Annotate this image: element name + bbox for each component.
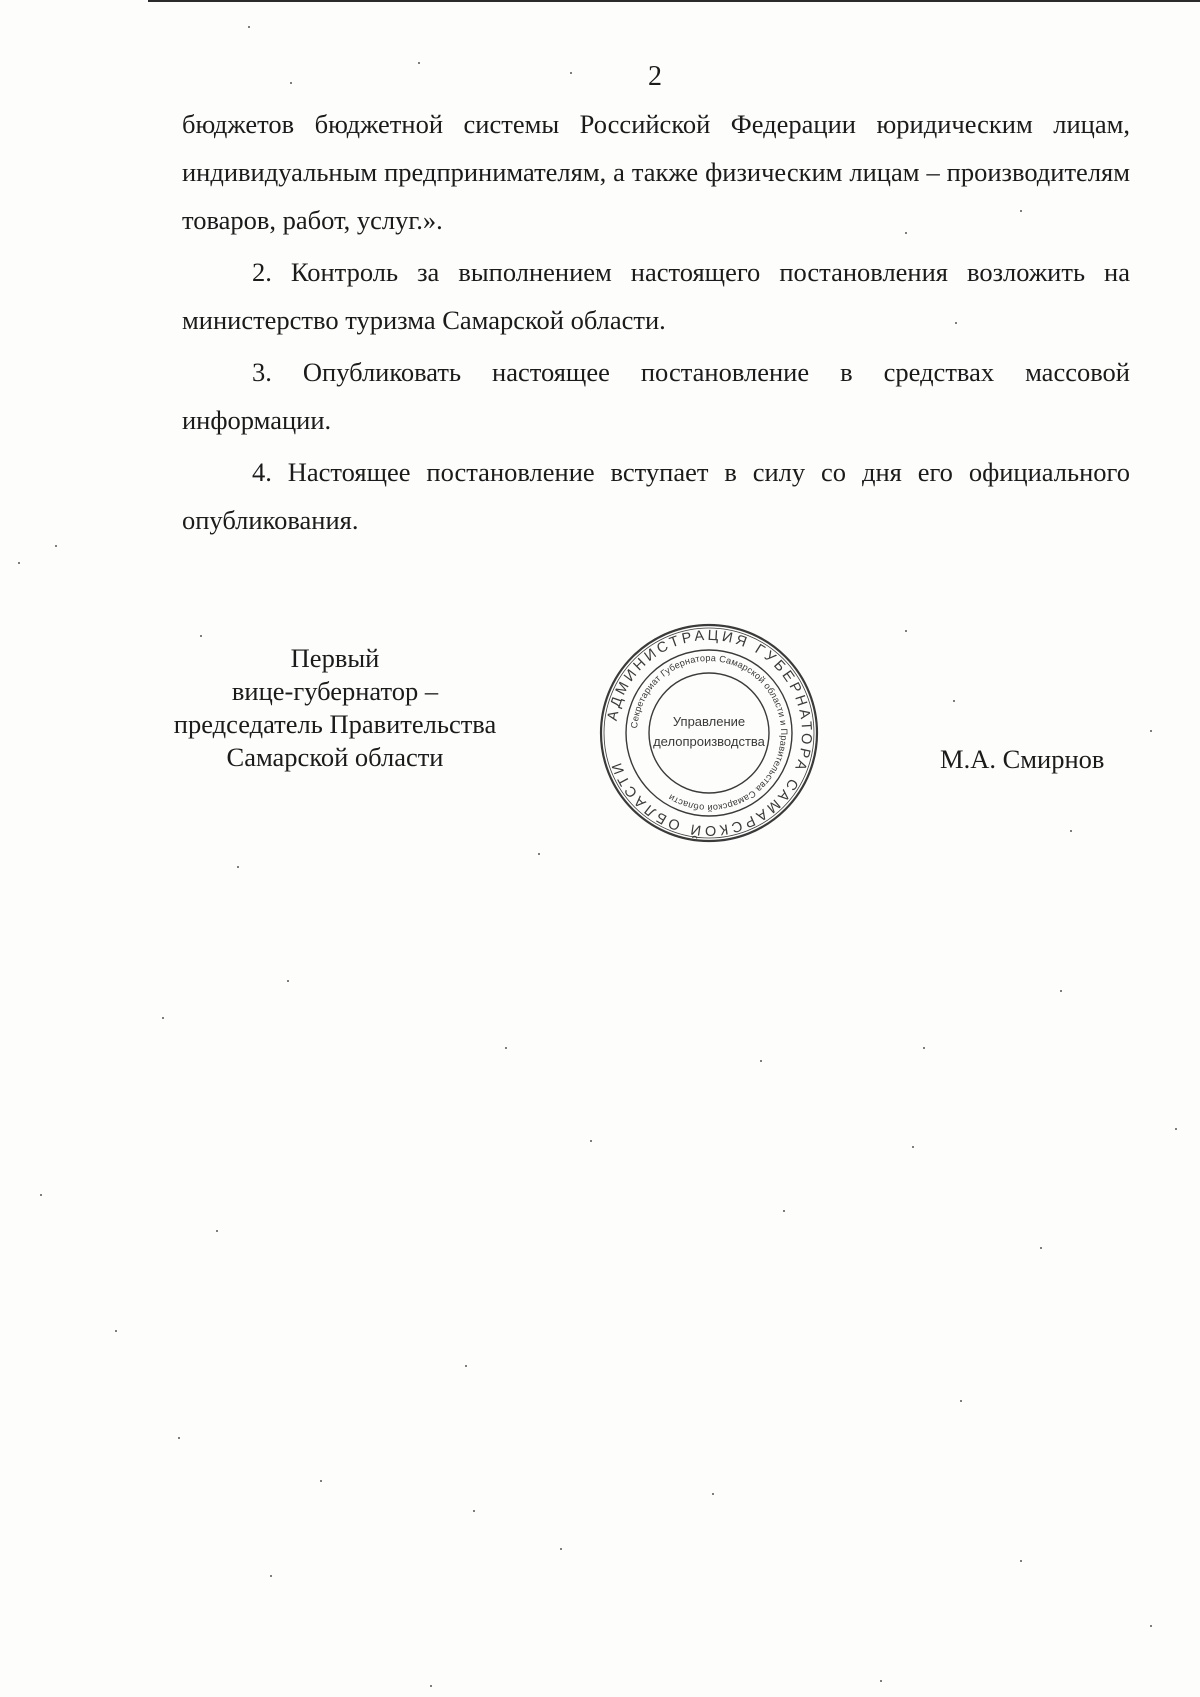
scan-speck: [287, 980, 289, 982]
signatory-name: М.А. Смирнов: [940, 744, 1105, 774]
signatory-position: [140, 642, 530, 774]
scan-speck: [18, 562, 20, 564]
scan-speck: [560, 1548, 562, 1550]
page-number: 2: [648, 61, 662, 92]
seal-middle-text: Секретариат Губернатора Самарской области и Правительства Самарской области: [629, 652, 790, 814]
scan-speck: [538, 853, 540, 855]
seal-center-line-1: Управление: [672, 714, 746, 729]
scan-speck: [248, 26, 250, 28]
scan-speck: [912, 1146, 914, 1148]
scan-speck: [40, 1194, 42, 1196]
scan-speck: [953, 700, 955, 702]
scan-speck: [270, 1575, 272, 1577]
official-seal-stamp: [598, 622, 820, 844]
scan-speck: [1150, 1625, 1152, 1627]
scan-speck: [465, 1365, 467, 1367]
top-border-line: [148, 0, 1200, 2]
scan-speck: [1040, 1247, 1042, 1249]
scan-speck: [905, 232, 907, 234]
scan-speck: [200, 635, 202, 637]
scan-speck: [473, 1510, 475, 1512]
scan-speck: [783, 1210, 785, 1212]
scan-speck: [905, 630, 907, 632]
scan-speck: [1020, 1560, 1022, 1562]
scan-speck: [418, 62, 420, 64]
paragraph-item-3: 3. Опубликовать настоящее постановление в средствах массовой информации.: [182, 357, 1130, 435]
scan-speck: [570, 72, 572, 74]
seal-outer-text: АДМИНИСТРАЦИЯ ГУБЕРНАТОРА САМАРСКОЙ ОБЛАСТИ: [604, 627, 815, 839]
seal-inner-ring: [649, 673, 769, 793]
paragraph-item-2: 2. Контроль за выполнением настоящего постановления возложить на министерство туризма Самарской области.: [182, 257, 1130, 335]
scan-speck: [216, 1230, 218, 1232]
scan-speck: [1150, 730, 1152, 732]
position-line-2: вице-губернатор –: [231, 676, 439, 706]
scan-speck: [1060, 990, 1062, 992]
document-body: [182, 100, 1130, 544]
scan-speck: [320, 1480, 322, 1482]
scan-speck: [162, 1017, 164, 1019]
scan-speck: [178, 1437, 180, 1439]
position-line-3: председатель Правительства: [173, 709, 497, 739]
seal-middle-ring: [626, 650, 792, 816]
paragraph-item-4: 4. Настоящее постановление вступает в силу со дня его официального опубликования.: [182, 457, 1130, 535]
seal-center-line-2: делопроизводства: [653, 734, 765, 749]
position-line-1: Первый: [290, 643, 380, 673]
scan-speck: [55, 545, 57, 547]
scan-speck: [1070, 830, 1072, 832]
scan-speck: [923, 1047, 925, 1049]
scan-speck: [960, 1400, 962, 1402]
scan-speck: [955, 322, 957, 324]
position-line-4: Самарской области: [226, 742, 444, 772]
scan-speck: [760, 1060, 762, 1062]
scan-speck: [290, 82, 292, 84]
scan-speck: [505, 1047, 507, 1049]
scan-speck: [1175, 1128, 1177, 1130]
scan-speck: [115, 1330, 117, 1332]
scan-speck: [590, 1140, 592, 1142]
scan-speck: [1020, 210, 1022, 212]
paragraph-continuation: бюджетов бюджетной системы Российской Федерации юридическим лицам, индивидуальным предпринимателям, а также физическим лицам – производителям товаров, работ, услуг.».: [182, 109, 1130, 235]
scan-speck: [430, 1685, 432, 1687]
scan-speck: [237, 866, 239, 868]
scan-speck: [880, 1680, 882, 1682]
scan-speck: [712, 1493, 714, 1495]
